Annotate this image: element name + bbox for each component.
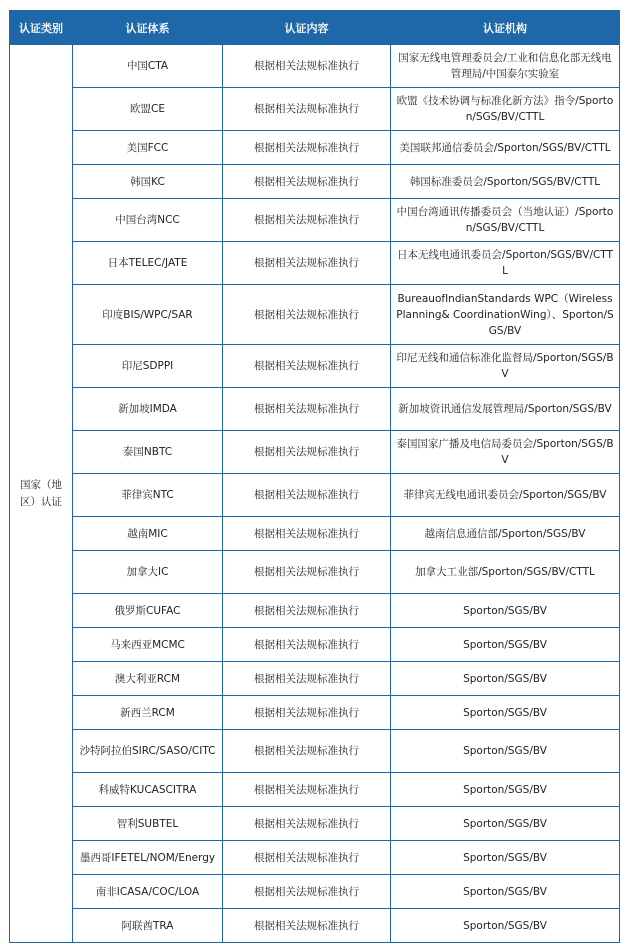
organization-cell: Sporton/SGS/BV (391, 662, 620, 696)
content-cell: 根据相关法规标准执行 (223, 345, 391, 388)
table-row (10, 628, 620, 662)
organization-cell: Sporton/SGS/BV (391, 909, 620, 943)
organization-cell: 美国联邦通信委员会/Sporton/SGS/BV/CTTL (391, 131, 620, 165)
content-cell: 根据相关法规标准执行 (223, 517, 391, 551)
system-cell: 新西兰RCM (73, 696, 223, 730)
organization-cell: 越南信息通信部/Sporton/SGS/BV (391, 517, 620, 551)
content-cell: 根据相关法规标准执行 (223, 88, 391, 131)
header-category: 认证类别 (10, 11, 73, 45)
organization-cell: Sporton/SGS/BV (391, 841, 620, 875)
system-cell: 菲律宾NTC (73, 474, 223, 517)
system-cell: 加拿大IC (73, 551, 223, 594)
content-cell: 根据相关法规标准执行 (223, 388, 391, 431)
organization-cell: 泰国国家广播及电信局委员会/Sporton/SGS/BV (391, 431, 620, 474)
content-cell: 根据相关法规标准执行 (223, 131, 391, 165)
content-cell: 根据相关法规标准执行 (223, 431, 391, 474)
system-cell: 日本TELEC/JATE (73, 242, 223, 285)
organization-cell: Sporton/SGS/BV (391, 807, 620, 841)
organization-cell: 中国台湾通讯传播委员会（当地认证）/Sporton/SGS/BV/CTTL (391, 199, 620, 242)
content-cell: 根据相关法规标准执行 (223, 841, 391, 875)
table-body (10, 45, 620, 943)
organization-cell: Sporton/SGS/BV (391, 730, 620, 773)
content-cell: 根据相关法规标准执行 (223, 662, 391, 696)
table-row (10, 517, 620, 551)
table-row (10, 431, 620, 474)
organization-cell: Sporton/SGS/BV (391, 875, 620, 909)
table-row (10, 909, 620, 943)
organization-cell: 韩国标准委员会/Sporton/SGS/BV/CTTL (391, 165, 620, 199)
system-cell: 沙特阿拉伯SIRC/SASO/CITC (73, 730, 223, 773)
system-cell: 马来西亚MCMC (73, 628, 223, 662)
table-row (10, 662, 620, 696)
organization-cell: Sporton/SGS/BV (391, 628, 620, 662)
organization-cell: 印尼无线和通信标准化监督局/Sporton/SGS/BV (391, 345, 620, 388)
system-cell: 智利SUBTEL (73, 807, 223, 841)
certification-table (9, 10, 620, 943)
content-cell: 根据相关法规标准执行 (223, 773, 391, 807)
organization-cell: 菲律宾无线电通讯委员会/Sporton/SGS/BV (391, 474, 620, 517)
category-cell: 国家（地区）认证 (10, 45, 73, 943)
organization-cell: 国家无线电管理委员会/工业和信息化部无线电管理局/中国泰尔实验室 (391, 45, 620, 88)
table-row (10, 199, 620, 242)
system-cell: 新加坡IMDA (73, 388, 223, 431)
system-cell: 澳大利亚RCM (73, 662, 223, 696)
organization-cell: 新加坡资讯通信发展管理局/Sporton/SGS/BV (391, 388, 620, 431)
content-cell: 根据相关法规标准执行 (223, 875, 391, 909)
table-row (10, 285, 620, 345)
organization-cell: Sporton/SGS/BV (391, 696, 620, 730)
table-row (10, 875, 620, 909)
content-cell: 根据相关法规标准执行 (223, 165, 391, 199)
content-cell: 根据相关法规标准执行 (223, 45, 391, 88)
system-cell: 墨西哥IFETEL/NOM/Energy (73, 841, 223, 875)
table-row (10, 474, 620, 517)
table-row (10, 131, 620, 165)
system-cell: 韩国KC (73, 165, 223, 199)
table-row (10, 45, 620, 88)
organization-cell: 日本无线电通讯委员会/Sporton/SGS/BV/CTTL (391, 242, 620, 285)
system-cell: 泰国NBTC (73, 431, 223, 474)
header-row (10, 11, 620, 45)
header-content: 认证内容 (223, 11, 391, 45)
content-cell: 根据相关法规标准执行 (223, 807, 391, 841)
table-row (10, 88, 620, 131)
system-cell: 欧盟CE (73, 88, 223, 131)
content-cell: 根据相关法规标准执行 (223, 909, 391, 943)
table-row (10, 730, 620, 773)
table-row (10, 807, 620, 841)
content-cell: 根据相关法规标准执行 (223, 242, 391, 285)
table-row (10, 841, 620, 875)
system-cell: 俄罗斯CUFAC (73, 594, 223, 628)
system-cell: 中国CTA (73, 45, 223, 88)
table-row (10, 242, 620, 285)
system-cell: 中国台湾NCC (73, 199, 223, 242)
system-cell: 南非ICASA/COC/LOA (73, 875, 223, 909)
header-organization: 认证机构 (391, 11, 620, 45)
organization-cell: 加拿大工业部/Sporton/SGS/BV/CTTL (391, 551, 620, 594)
table-row (10, 773, 620, 807)
organization-cell: Sporton/SGS/BV (391, 594, 620, 628)
system-cell: 印度BIS/WPC/SAR (73, 285, 223, 345)
table-row (10, 696, 620, 730)
content-cell: 根据相关法规标准执行 (223, 628, 391, 662)
system-cell: 美国FCC (73, 131, 223, 165)
table-row (10, 165, 620, 199)
table-row (10, 388, 620, 431)
content-cell: 根据相关法规标准执行 (223, 199, 391, 242)
header-system: 认证体系 (73, 11, 223, 45)
content-cell: 根据相关法规标准执行 (223, 285, 391, 345)
table-row (10, 594, 620, 628)
content-cell: 根据相关法规标准执行 (223, 594, 391, 628)
system-cell: 印尼SDPPI (73, 345, 223, 388)
content-cell: 根据相关法规标准执行 (223, 474, 391, 517)
content-cell: 根据相关法规标准执行 (223, 696, 391, 730)
table-row (10, 345, 620, 388)
table-row (10, 551, 620, 594)
organization-cell: 欧盟《技术协调与标准化新方法》指令/Sporton/SGS/BV/CTTL (391, 88, 620, 131)
system-cell: 阿联酋TRA (73, 909, 223, 943)
system-cell: 科威特KUCASCITRA (73, 773, 223, 807)
system-cell: 越南MIC (73, 517, 223, 551)
organization-cell: BureauofIndianStandards WPC（WirelessPlanning& CoordinationWing）、Sporton/SGS/BV (391, 285, 620, 345)
content-cell: 根据相关法规标准执行 (223, 551, 391, 594)
organization-cell: Sporton/SGS/BV (391, 773, 620, 807)
content-cell: 根据相关法规标准执行 (223, 730, 391, 773)
